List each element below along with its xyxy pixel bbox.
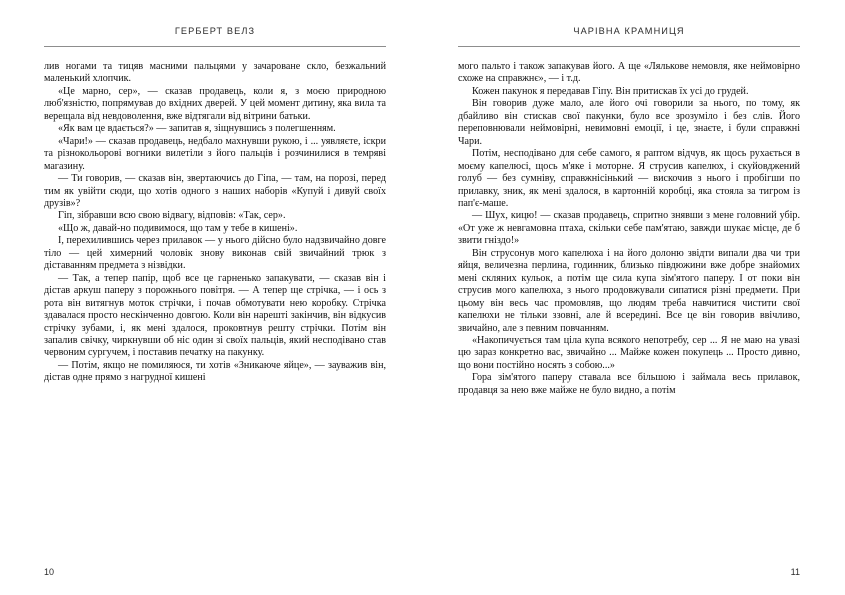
paragraph: мого пальто і також запакував його. А ще «Лялькове немовля, яке неймовірно схоже на справжнє», — і т.д. [458, 61, 800, 85]
right-running-head: ЧАРІВНА КРАМНИЦЯ [573, 26, 685, 36]
paragraph: «Це марно, сер», — сказав продавець, коли я, з моєю природною люб'язністю, попрямував до вхідних дверей. У цей момент дитину, яка вила та верещала від невдоволення, вже відтягали від вітрини батьки. [44, 85, 386, 122]
paragraph: — Потім, якщо не помиляюся, ти хотів «Зникаюче яйце», — зауважив він, дістав одне прямо з нагрудної кишені [44, 359, 386, 384]
paragraph: Він струсонув мого капелюха і на його долоню звідти випали два чи три яйця, величезна перлина, годинник, близько півдюжини вже добре знайомих мені скляних кульок, а потім ще сила купа зім'ятого паперу. І от поки він струсив мого капелюха, з нього продовжували сипатися різні предмети. При цьому він весь час промовляв, що людям треба навчитися чистити свої капелюхи не тільки ззовні, але й всередині. Все це він говорив ввічливо, звичайно, але з певним повчанням. [458, 247, 800, 334]
paragraph: Він говорив дуже мало, але його очі говорили за нього, по тому, як дбайливо він стискав свої пакунки, було все зрозуміло і без слів. Його переповнювали неймовірні, невимовні емоції, і це, знаєте, і були справжні Чари. [458, 98, 800, 147]
paragraph: — Так, а тепер папір, щоб все це гарненько запакувати, — сказав він і дістав аркуш паперу з порожнього повітря. — А тепер ще стрічка, — і ось з рота він витягнув моток стрічки, і почав обмотувати нею коробку. Стрічка здавалася просто нескінченно довгою. Коли він нарешті закінчив, він відкусив стрічку зубами, і, як мені здалося, проковтнув решту стрічки. Потім він запалив свічку, чиркнувши об ніс один зі своїх пальців, який несподівано став червоним сургучем, і поставив печатку на пакунку. [44, 272, 386, 359]
paragraph: «Чари!» — сказав продавець, недбало махнувши рукою, і ... уявляєте, іскри та різнокольорові вогники вилетіли з його пальців і розчинилися в темряві магазину. [44, 135, 386, 172]
right-page [422, 0, 844, 595]
paragraph: Гіп, зібравши всю свою відвагу, відповів: «Так, сер». [58, 210, 286, 222]
paragraph: «Як вам це вдається?» — запитав я, зіщнувшись з полегшенням. [58, 123, 336, 135]
left-page-body [44, 61, 386, 385]
left-page-number: 10 [44, 567, 55, 577]
paragraph: — Шух, кицю! — сказав продавець, спритно знявши з мене головний убір. «От уже ж невгамовна птаха, скільки себе пам'ятаю, завжди шукає місце, де б звити гніздо!» [458, 210, 800, 247]
right-page-number: 11 [790, 567, 800, 577]
paragraph: Кожен пакунок я передавав Гіпу. Він притискав їх усі до грудей. [472, 85, 749, 97]
paragraph: — Ти говорив, — сказав він, звертаючись до Гіпа, — там, на порозі, перед тим як увійти сюди, що хотів одного з наших наборів «Купуй і дивуй своїх друзів»? [44, 173, 386, 209]
left-header-rule [44, 46, 386, 47]
right-page-body [458, 61, 800, 397]
paragraph: Потім, несподівано для себе самого, я раптом відчув, як щось рухається в моєму капелюсі, щось м'яке і моторне. Я струсив капелюх, і скуйовджений голуб — без сумніву, справжнісінький — вискочив з нього і пробігши по прилавку, зник, як мені здалося, в картонній коробці, яка стояла за тигром із пап'є-маше. [458, 148, 800, 209]
paragraph: «Що ж, давай-но подивимося, що там у тебе в кишені». [58, 222, 298, 234]
paragraph: «Накопичується там ціла купа всякого непотребу, сер ... Я не маю на увазі цю зараз конкретно вас, звичайно ... Майже кожен покупець ... Просто дивно, що вони постійно носять з собою...» [458, 334, 800, 371]
right-header-rule [458, 46, 800, 47]
left-page [0, 0, 422, 595]
left-running-head: ГЕРБЕРТ ВЕЛЗ [174, 26, 256, 36]
paragraph: І, перехилившись через прилавок — у нього дійсно було надзвичайно довге тіло — цей химерний чоловік знову виконав свій звичайний трюк з діставанням предмета з нізвідки. [44, 235, 386, 272]
paragraph: лив ногами та тицяв масними пальцями у зачароване скло, безжальний маленький хлопчик. [44, 61, 386, 85]
paragraph: Гора зім'ятого паперу ставала все більшою і займала весь прилавок, продавця за нею вже майже не було видно, а потім [458, 372, 800, 396]
